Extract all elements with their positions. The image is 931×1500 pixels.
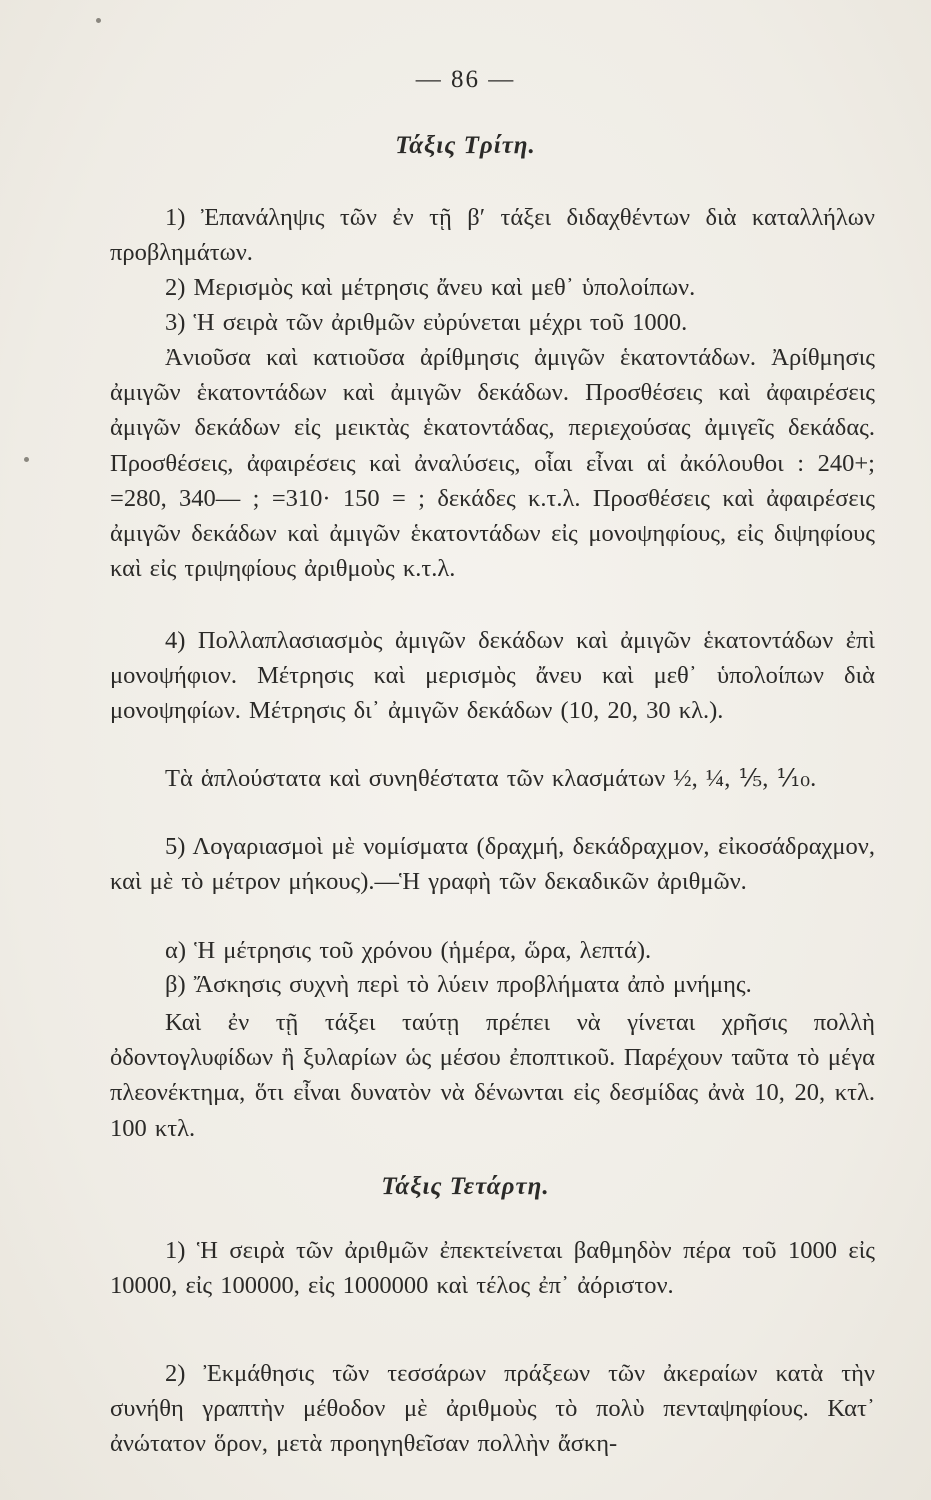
page-number: — 86 — [415, 66, 516, 93]
paragraph: 1) Ἡ σειρὰ τῶν ἀριθμῶν ἐπεκτείνεται βαθμηδὸν πέρα τοῦ 1000 εἰς 10000, εἰς 100000, εἰς 1000000 καὶ τέλος ἐπ᾽ ἀόριστον. [110, 1237, 875, 1300]
paragraph: 3) Ἡ σειρὰ τῶν ἀριθμῶν εὐρύνεται μέχρι τοῦ 1000. [165, 309, 688, 336]
paragraph: 5) Λογαριασμοὶ μὲ νομίσματα (δραχμή, δεκάδραχμον, εἰκοσάδραχμον, καὶ μὲ τὸ μέτρον μήκους).—Ἡ γραφὴ τῶν δεκαδικῶν ἀριθμῶν. [110, 833, 875, 896]
paragraph: 1) Ἐπανάληψις τῶν ἐν τῇ β′ τάξει διδαχθέντων διὰ καταλλήλων προβλημάτων. [110, 204, 875, 267]
section-heading-third-grade: Τάξις Τρίτη. [395, 132, 536, 159]
section-heading-fourth-grade: Τάξις Τετάρτη. [381, 1173, 550, 1200]
paragraph: 2) Μερισμὸς καὶ μέτρησις ἄνευ καὶ μεθ᾽ ὑπολοίπων. [165, 274, 696, 301]
paragraph: α) Ἡ μέτρησις τοῦ χρόνου (ἡμέρα, ὥρα, λεπτά). [165, 937, 652, 964]
ink-speck [24, 457, 29, 462]
paragraph: Τὰ ἁπλούστατα καὶ συνηθέστατα τῶν κλασμάτων ½, ¼, ⅕, ⅒. [165, 765, 817, 792]
paragraph: Ἀνιοῦσα καὶ κατιοῦσα ἀρίθμησις ἀμιγῶν ἑκατοντάδων. Ἀρίθμησις ἀμιγῶν ἑκατοντάδων καὶ ἀμιγῶν δεκάδων. Προσθέσεις καὶ ἀφαιρέσεις ἀμιγῶν δεκάδων εἰς μεικτὰς ἑκατοντάδας, περιεχούσας ἀμιγεῖς δεκάδας. Προσθέσεις, ἀφαιρέσεις καὶ ἀναλύσεις, οἷαι εἶναι αἱ ἀκόλουθοι : 240+; =280, 340— ; =310· 150 = ; δεκάδες κ.τ.λ. Προσθέσεις καὶ ἀφαιρέσεις ἀμιγῶν δεκάδων καὶ ἀμιγῶν ἑκατοντάδων εἰς μονοψηφίους, εἰς διψηφίους καὶ εἰς τριψηφίους ἀριθμοὺς κ.τ.λ. [110, 344, 875, 583]
ink-speck [96, 18, 101, 23]
paragraph: β) Ἄσκησις συχνὴ περὶ τὸ λύειν προβλήματα ἀπὸ μνήμης. [165, 971, 752, 998]
paragraph: 4) Πολλαπλασιασμὸς ἀμιγῶν δεκάδων καὶ ἀμιγῶν ἑκατοντάδων ἐπὶ μονοψήφιον. Μέτρησις καὶ μερισμὸς ἄνευ καὶ μεθ᾽ ὑπολοίπων διὰ μονοψηφίων. Μέτρησις δι᾽ ἀμιγῶν δεκάδων (10, 20, 30 κλ.). [110, 627, 875, 725]
paragraph: Καὶ ἐν τῇ τάξει ταύτῃ πρέπει νὰ γίνεται χρῆσις πολλὴ ὀδοντογλυφίδων ἢ ξυλαρίων ὡς μέσου ἐποπτικοῦ. Παρέχουν ταῦτα τὸ μέγα πλεονέκτημα, ὅτι εἶναι δυνατὸν νὰ δένωνται εἰς δεσμίδας ἀνὰ 10, 20, κτλ. 100 κτλ. [110, 1009, 875, 1142]
paragraph: 2) Ἐκμάθησις τῶν τεσσάρων πράξεων τῶν ἀκεραίων κατὰ τὴν συνήθη γραπτὴν μέθοδον μὲ ἀριθμοὺς τὸ πολὺ πενταψηφίους. Κατ᾽ ἀνώτατον ὅρον, μετὰ προηγηθεῖσαν πολλὴν ἄσκη- [110, 1360, 875, 1458]
